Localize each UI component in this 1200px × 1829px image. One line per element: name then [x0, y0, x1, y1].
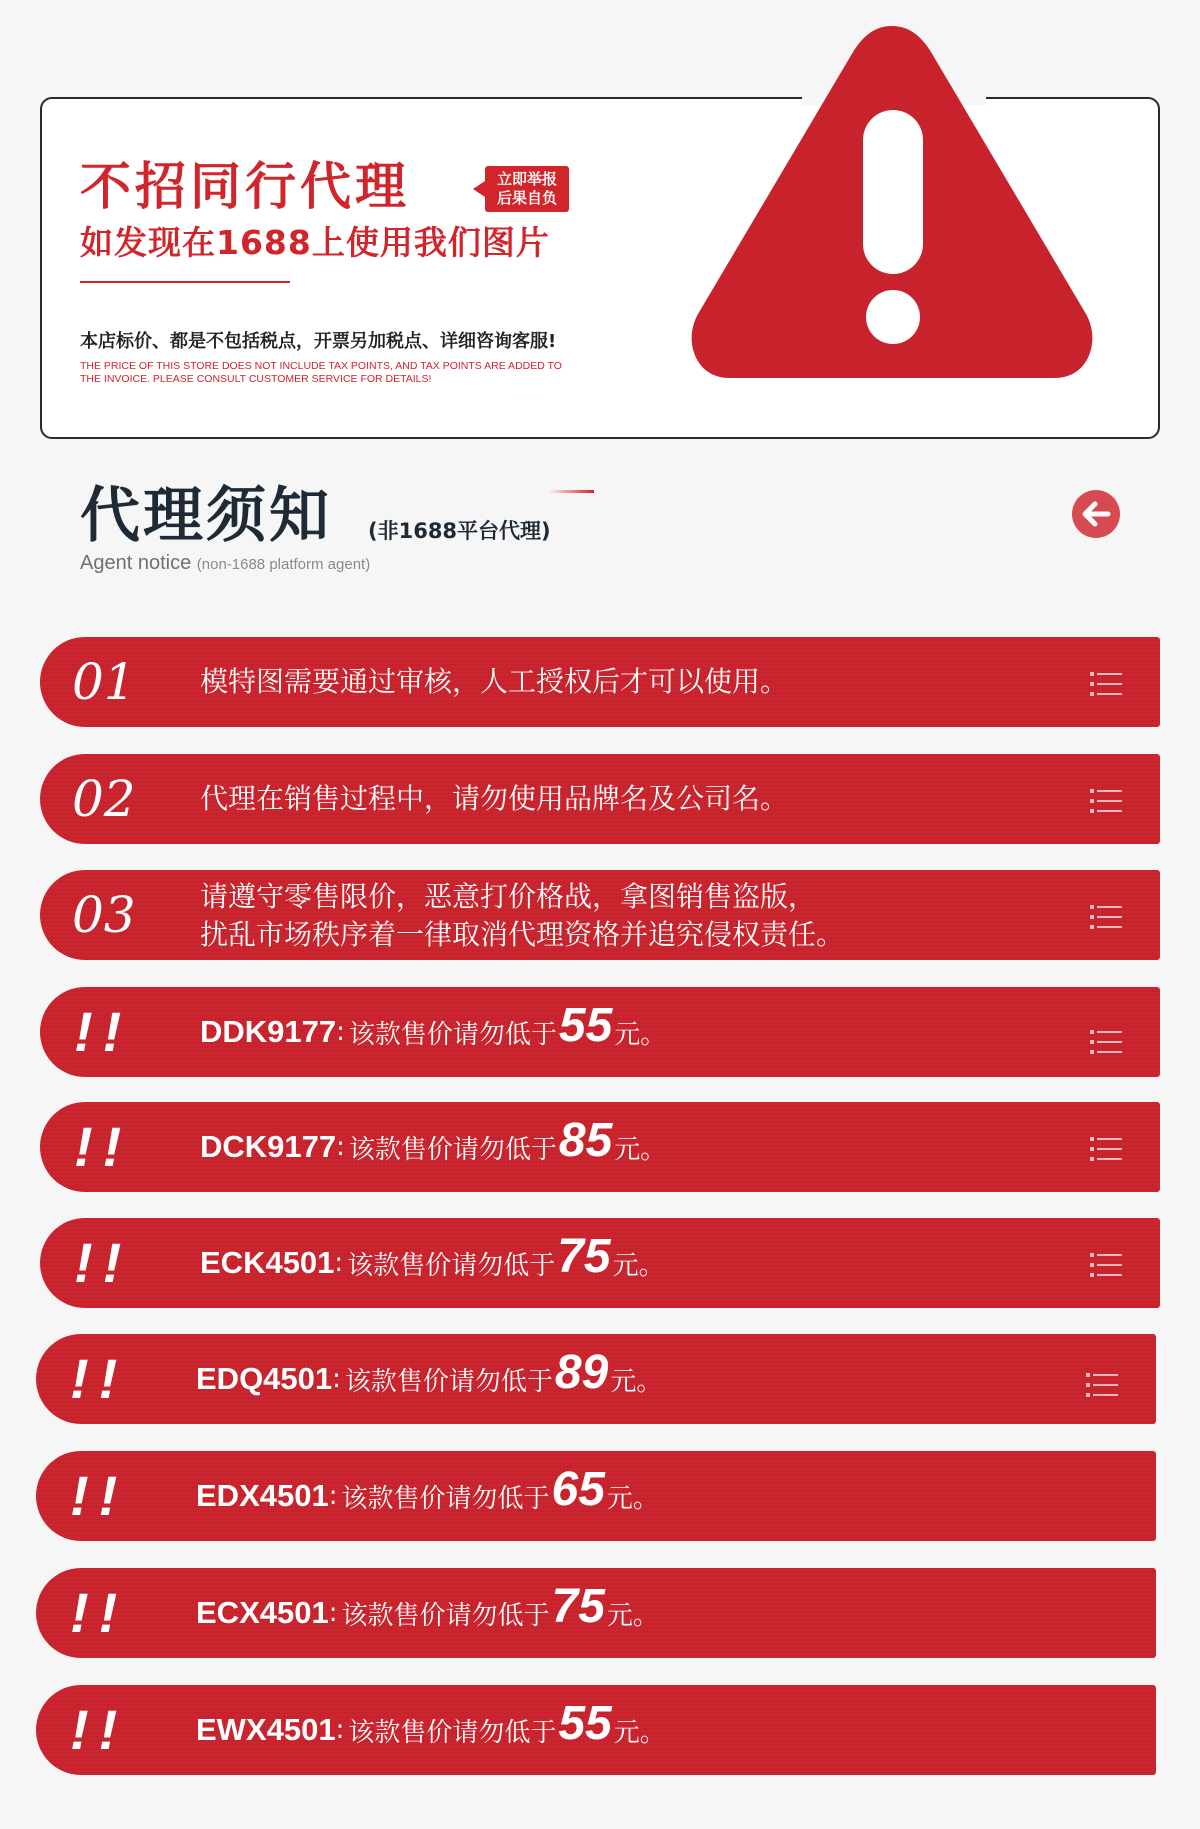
colon: :: [328, 1481, 338, 1511]
rule-text-line-2: 扰乱市场秩序着一律取消代理资格并追究侵权责任。: [200, 918, 845, 951]
currency-unit: 元。: [614, 1134, 667, 1165]
headline: 不招同行代理: [80, 158, 411, 217]
price-description: 该款售价请勿低于: [348, 1019, 557, 1050]
model-code: DCK9177: [200, 1129, 337, 1164]
colon: :: [335, 1715, 345, 1745]
rule-text: [200, 878, 844, 954]
colon: :: [332, 1364, 341, 1394]
rule-text: 代理在销售过程中，请勿使用品牌名及公司名。: [200, 781, 789, 815]
subline: 如发现在1688上使用我们图片: [80, 223, 550, 262]
rule-number: 02: [72, 770, 136, 828]
rule-number: 03: [72, 886, 136, 944]
model-code: EDQ4501: [196, 1361, 333, 1396]
price-rule-text: [200, 1218, 665, 1308]
rule-row-01: [40, 637, 1160, 727]
badge-line-1: 立即举报: [496, 170, 557, 188]
currency-unit: 元。: [606, 1483, 659, 1514]
menu-icon[interactable]: [1090, 1136, 1122, 1162]
min-price: 65: [551, 1463, 605, 1516]
min-price: 55: [558, 1697, 612, 1750]
model-code: ECX4501: [196, 1595, 329, 1630]
exclamation-mark: !!: [74, 1115, 132, 1178]
price-rule-text: [196, 1568, 659, 1658]
rule-text-line-1: 请遵守零售限价，恶意打价格战，拿图销售盗版，: [200, 880, 817, 913]
min-price: 75: [551, 1580, 605, 1633]
colon: :: [328, 1598, 338, 1628]
notice-english-main: Agent notice: [80, 552, 192, 574]
notice-subtitle: (非1688平台代理): [368, 519, 551, 543]
tax-notice-en-line-2: THE INVOICE. PLEASE CONSULT CUSTOMER SERVICE FOR DETAILS!: [80, 373, 432, 385]
price-row-edx4501: [36, 1451, 1156, 1541]
notice-title: 代理须知: [80, 481, 332, 551]
rule-row-03: [40, 870, 1160, 960]
divider: [80, 281, 290, 283]
price-rule-text: [196, 1685, 666, 1775]
price-rule-text: [200, 987, 666, 1077]
notice-english-sub: (non-1688 platform agent): [196, 556, 371, 573]
currency-unit: 元。: [606, 1600, 659, 1631]
price-row-ecx4501: [36, 1568, 1156, 1658]
colon: :: [336, 1017, 345, 1047]
min-price: 85: [558, 1114, 613, 1167]
model-code: EDX4501: [196, 1478, 329, 1513]
model-code: DDK9177: [200, 1014, 337, 1049]
rule-row-02: [40, 754, 1160, 844]
min-price: 75: [557, 1230, 611, 1283]
report-badge: [485, 166, 569, 212]
rule-number: 01: [72, 653, 136, 711]
exclamation-mark: !!: [70, 1581, 128, 1644]
price-description: 该款售价请勿低于: [347, 1250, 556, 1281]
price-row-edq4501: [36, 1334, 1156, 1424]
model-code: EWX4501: [196, 1712, 336, 1747]
exclamation-mark: !!: [74, 1231, 132, 1294]
currency-unit: 元。: [614, 1019, 667, 1050]
min-price: 89: [554, 1346, 609, 1399]
price-rule-text: [196, 1451, 659, 1541]
exclamation-mark: !!: [70, 1464, 128, 1527]
price-row-ddk9177: [40, 987, 1160, 1077]
price-rule-text: [200, 1102, 666, 1192]
notice-english: [80, 553, 370, 573]
warning-triangle-icon: [683, 14, 1101, 384]
tax-notice-en: [80, 360, 620, 386]
title-accent-line: [548, 490, 594, 493]
min-price: 55: [558, 999, 613, 1052]
menu-icon[interactable]: [1090, 904, 1122, 930]
back-button[interactable]: [1072, 490, 1120, 538]
price-description: 该款售价请勿低于: [344, 1366, 553, 1397]
menu-icon[interactable]: [1090, 788, 1122, 814]
colon: :: [336, 1132, 345, 1162]
price-row-eck4501: [40, 1218, 1160, 1308]
price-row-ewx4501: [36, 1685, 1156, 1775]
arrow-left-circle-icon: [1072, 490, 1120, 538]
menu-icon[interactable]: [1090, 671, 1122, 697]
menu-icon[interactable]: [1090, 1029, 1122, 1055]
exclamation-mark: !!: [70, 1698, 128, 1761]
price-description: 该款售价请勿低于: [341, 1483, 550, 1514]
currency-unit: 元。: [612, 1250, 665, 1281]
currency-unit: 元。: [613, 1717, 666, 1748]
menu-icon[interactable]: [1090, 1252, 1122, 1278]
rule-text: 模特图需要通过审核，人工授权后才可以使用。: [200, 664, 789, 698]
price-description: 该款售价请勿低于: [348, 1717, 557, 1748]
currency-unit: 元。: [610, 1366, 663, 1397]
model-code: ECK4501: [200, 1245, 335, 1280]
tax-notice-cn: 本店标价、都是不包括税点，开票另加税点、详细咨询客服!: [80, 331, 557, 352]
menu-icon[interactable]: [1086, 1372, 1118, 1398]
tax-notice-en-line-1: THE PRICE OF THIS STORE DOES NOT INCLUDE TAX POINTS, AND TAX POINTS ARE ADDED TO: [80, 360, 562, 372]
price-description: 该款售价请勿低于: [348, 1134, 557, 1165]
price-description: 该款售价请勿低于: [341, 1600, 550, 1631]
colon: :: [334, 1248, 344, 1278]
exclamation-mark: !!: [70, 1347, 128, 1410]
badge-line-2: 后果自负: [496, 189, 557, 207]
exclamation-mark: !!: [74, 1000, 132, 1063]
price-row-dck9177: [40, 1102, 1160, 1192]
price-rule-text: [196, 1334, 662, 1424]
